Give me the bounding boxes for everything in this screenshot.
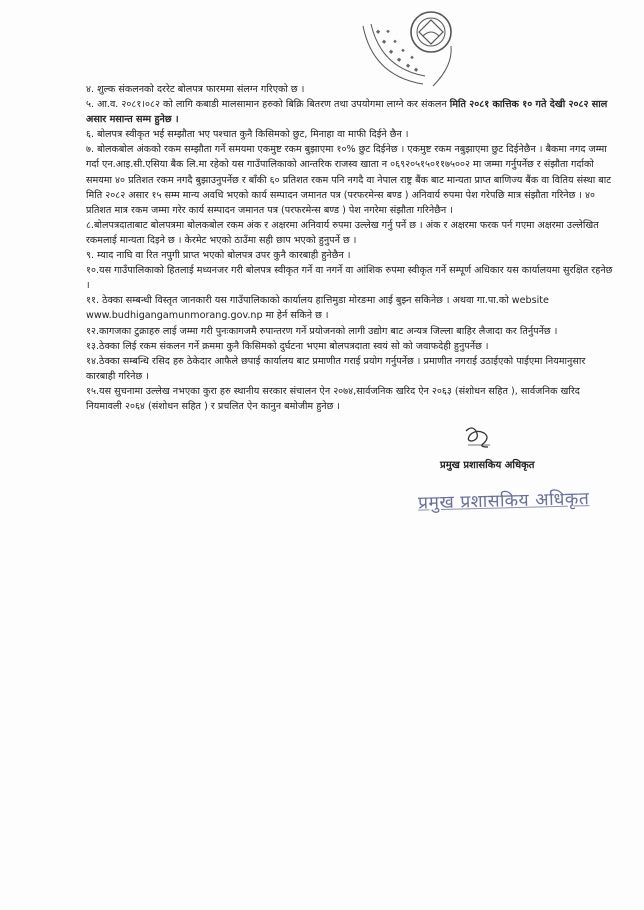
notice-clause (86, 82, 616, 97)
clause-text: ११. ठेक्का सम्बन्धी विस्तृत जानकारी यस गाउँपालिकाको कार्यालय हात्तिमुडा मोरङमा आई बुझ्न सकिनेछ । अथवा गा.पा.को website www.budhigangamunmorang.gov.np मा हेर्न सकिने छ । (86, 295, 549, 322)
notice-clause (86, 127, 616, 142)
notice-clause (86, 293, 616, 323)
clause-text: ७. बोलकबोल अंकको रकम सम्झौता गर्ने समयमा एकमुष्ट रकम बुझाएमा १०% छुट दिईनेछ । एकमुष्ट रकम नबुझाएमा छुट दिईनेछैन । बैकमा नगद जम्मा गर्दा एन.आइ.सी.एसिया बैक लि.मा रहेको यस गाउँपालिकाको आन्तरिक राजस्व खाता न ०६९२०५१५०११७५००२ मा जम्मा गर्नुपर्नेछ र संझौता गर्दाको समयमा ४० प्रतिशत रकम नगदै बुझाउनुपर्नेछ र बाँकी ६० प्रतिशत रकम पनि नगदै वा नेपाल राष्ट्र बैंक बाट मान्यता प्राप्त बाणिज्य बैंक वा वितिय संस्था बाट मिति २०८२ असार १५ सम्म मान्य अवधि भएको कार्य सम्पादन जमानत पत्र (परफरमेन्स बण्ड ) अनिवार्य रुपमा पेश गरेपछि मात्र संझौता गरिनेछ । ४० प्रतिशत मात्र रकम जम्मा गरेर कार्य सम्पादन जमानत पत्र (परफरमेन्स बण्ड ) पेश नगरेमा संझौता गरिनेछैन । (86, 144, 612, 216)
official-stamp: प्रमुख प्रशासकिय अधिकृत (417, 489, 590, 514)
notice-body (86, 82, 616, 414)
notice-clause (86, 97, 616, 127)
clause-text: १३.ठेक्का लिई रकम संकलन गर्ने क्रममा कुनै किसिमको दुर्घटना भएमा बोलपत्रदाता स्वयं सो को जवाफदेही हुनुपर्नेछ । (86, 340, 489, 352)
notice-clause (86, 263, 616, 293)
clause-text: ५. आ.व. २०८१।०८२ को लागि कबाडी मालसामान हरुको बिक्रि बितरण तथा उपयोगमा लाग्ने कर संकलन (86, 99, 450, 111)
clause-text: ८.बोलपत्रदाताबाट बोलपत्रमा बोलकबोल रकम अंक र अक्षरमा अनिवार्य रुपमा उल्लेख गर्नु पर्ने छ । अंक र अक्षरमा फरक पर्न गएमा अक्षरमा उल्लेखित रकमलाई मान्यता दिइने छ । केरमेट भएको ठाउँमा सही छाप भएको हुनुपर्ने छ । (86, 219, 599, 246)
clause-text: ९. म्याद नाघि वा रित नपुगी प्राप्त भएको बोलपत्र उपर कुनै कारबाही हुनेछैन । (86, 250, 351, 262)
clause-text: १०.यस गाउँपालिकाको हितलाई मध्यनजर गरी बोलपत्र स्वीकृत गर्ने वा नगर्ने वा आंशिक रुपमा स्वीकृत गर्ने सम्पूर्ण अधिकार यस कार्यालयमा सुरक्षित रहनेछ । (86, 265, 613, 292)
clause-text: १२.कागजका टुक्राहरु लाई जम्मा गरी पुनःकागजमै रुपान्तरण गर्ने प्रयोजनको लागी उद्योग बाट अन्यत्र जिल्ला बाहिर लैजादा कर तिर्नुपर्नेछ । (86, 325, 558, 337)
notice-clause (86, 324, 616, 339)
notice-clause (86, 142, 616, 217)
clause-bold-text: मिति २०८१ कात्तिक १० गते देखी २०८२ साल असार मसान्त सम्म हुनेछ । (86, 99, 608, 126)
clause-text: ६. बोलपत्र स्वीकृत भई सम्झौता भए पश्चात कुनै किसिमको छुट, मिनाहा वा माफी दिईने छैन । (86, 129, 409, 141)
signatory-title: प्रमुख प्रशासकिय अधिकृत (440, 460, 535, 471)
notice-clause (86, 248, 616, 263)
notice-clause (86, 384, 616, 414)
notice-clause (86, 218, 616, 248)
notice-clause (86, 339, 616, 354)
notice-clause (86, 354, 616, 384)
clause-text: १४.ठेक्का सम्बन्धि रसिद हरु ठेकेदार आफैले छपाई कार्यालय बाट प्रमाणीत गराई प्रयोग गर्नुपर्नेछ । प्रमाणीत नगराई उठाईएको पाईएमा नियमानुसार कारबाही गरिनेछ । (86, 355, 586, 382)
municipality-seal-icon (353, 6, 461, 90)
clause-text: १५.यस सुचनामा उल्लेख नभएका कुरा हरु स्थानीय सरकार संचालन ऐन २०७४,सार्वजनिक खरिद ऐन २०६३ (संशोधन सहित ), सार्वजनिक खरिद नियमावली २०६४ (संशोधन सहित ) र प्रचलित ऐन कानुन बमोजीम हुनेछ । (86, 385, 580, 412)
handwritten-signature-icon (462, 423, 496, 451)
clause-text: ४. शुल्क संकलनको दररेट बोलपत्र फारममा संलग्न गरिएको छ । (86, 84, 305, 95)
